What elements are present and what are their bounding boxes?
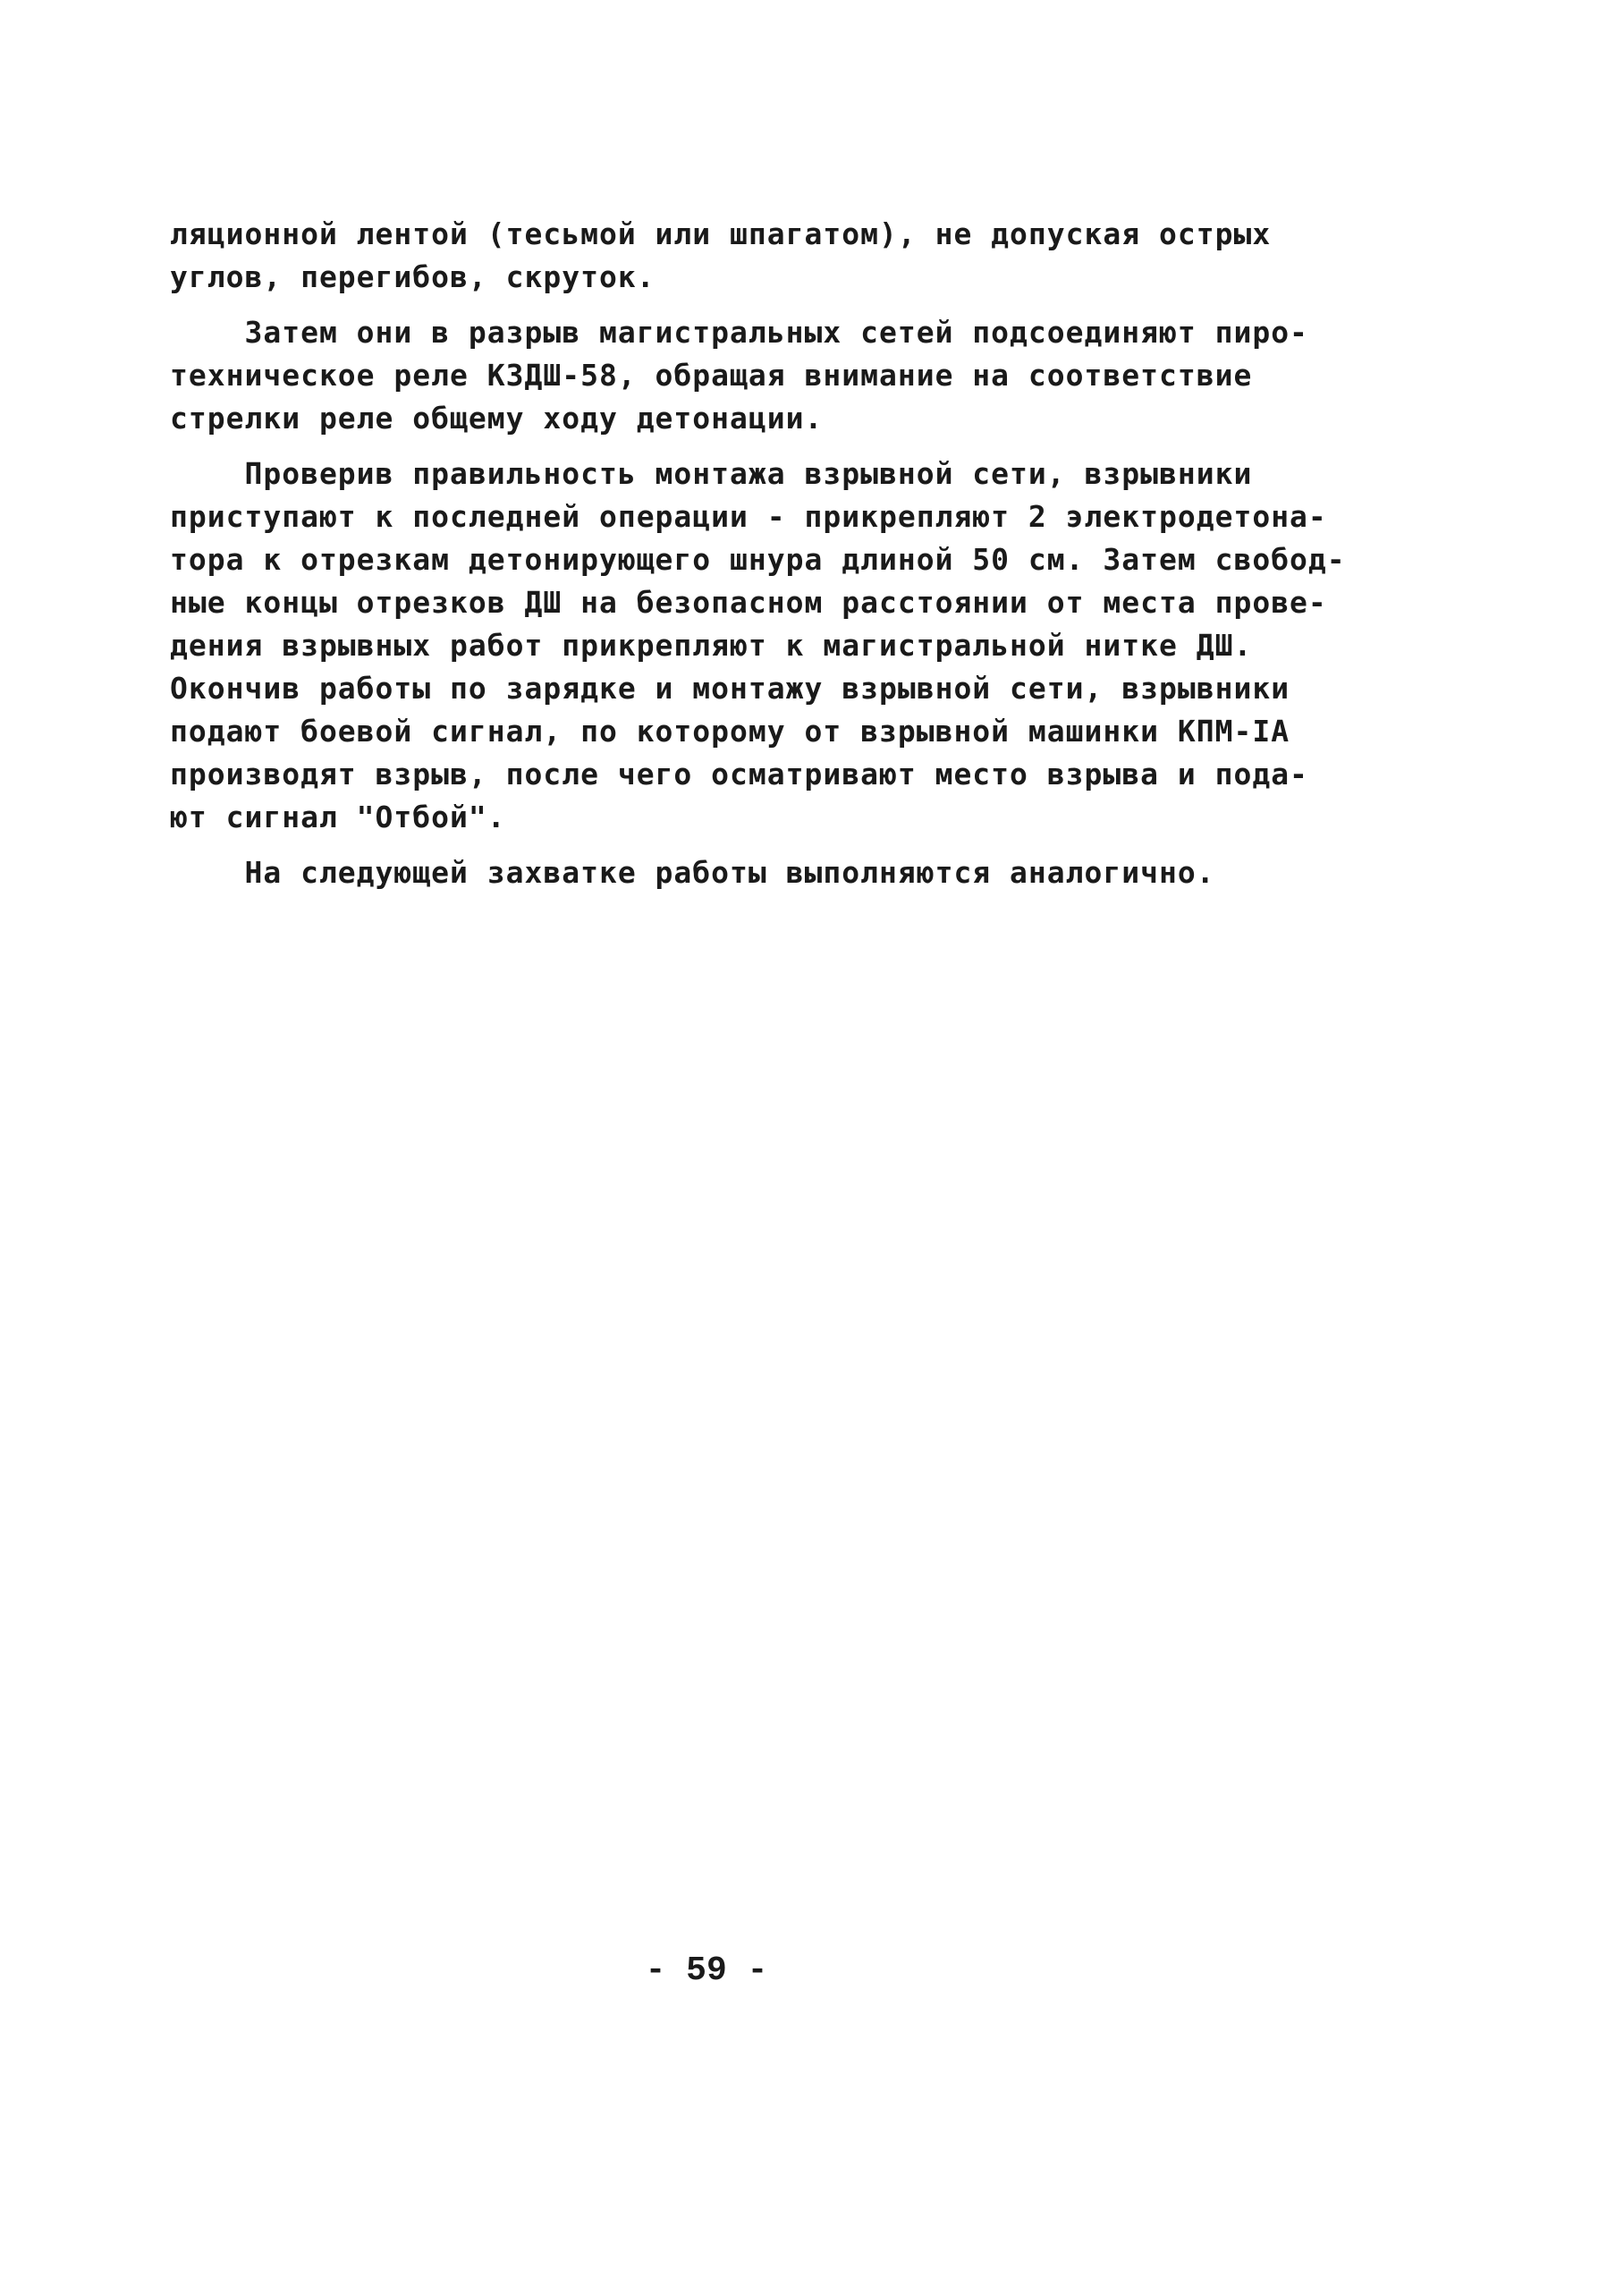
- text-line: углов, перегибов, скруток.: [170, 259, 656, 294]
- text-line: подают боевой сигнал, по которому от взрывной машинки КПМ-IА: [170, 714, 1290, 749]
- paragraph-4: [170, 851, 1306, 894]
- text-line: тора к отрезкам детонирующего шнура длиной 50 см. Затем свобод-: [170, 542, 1346, 577]
- text-line: Затем они в разрыв магистральных сетей подсоединяют пиро-: [170, 315, 1308, 350]
- text-line: стрелки реле общему ходу детонации.: [170, 401, 824, 436]
- text-line: ляционной лентой (тесьмой или шпагатом), не допуская острых: [170, 216, 1272, 251]
- text-line: На следующей захватке работы выполняются аналогично.: [170, 855, 1215, 890]
- text-line: ные концы отрезков ДШ на безопасном расстоянии от места прове-: [170, 585, 1327, 620]
- page-number: - 59 -: [645, 1951, 768, 1990]
- text-line: дения взрывных работ прикрепляют к магистральной нитке ДШ.: [170, 628, 1253, 663]
- text-line: ют сигнал "Отбой".: [170, 800, 506, 834]
- text-line: производят взрыв, после чего осматривают место взрыва и пода-: [170, 757, 1308, 791]
- body-text: [170, 213, 1346, 894]
- paragraph-3: [170, 453, 1346, 839]
- text-line: техническое реле КЗДШ-58, обращая внимание на соответствие: [170, 358, 1253, 393]
- text-line: Проверив правильность монтажа взрывной сети, взрывники: [170, 456, 1253, 491]
- paragraph-1: [170, 213, 1306, 299]
- text-line: Окончив работы по зарядке и монтажу взрывной сети, взрывники: [170, 671, 1290, 706]
- text-line: приступают к последней операции - прикрепляют 2 электродетона-: [170, 499, 1327, 534]
- paragraph-2: [170, 311, 1306, 440]
